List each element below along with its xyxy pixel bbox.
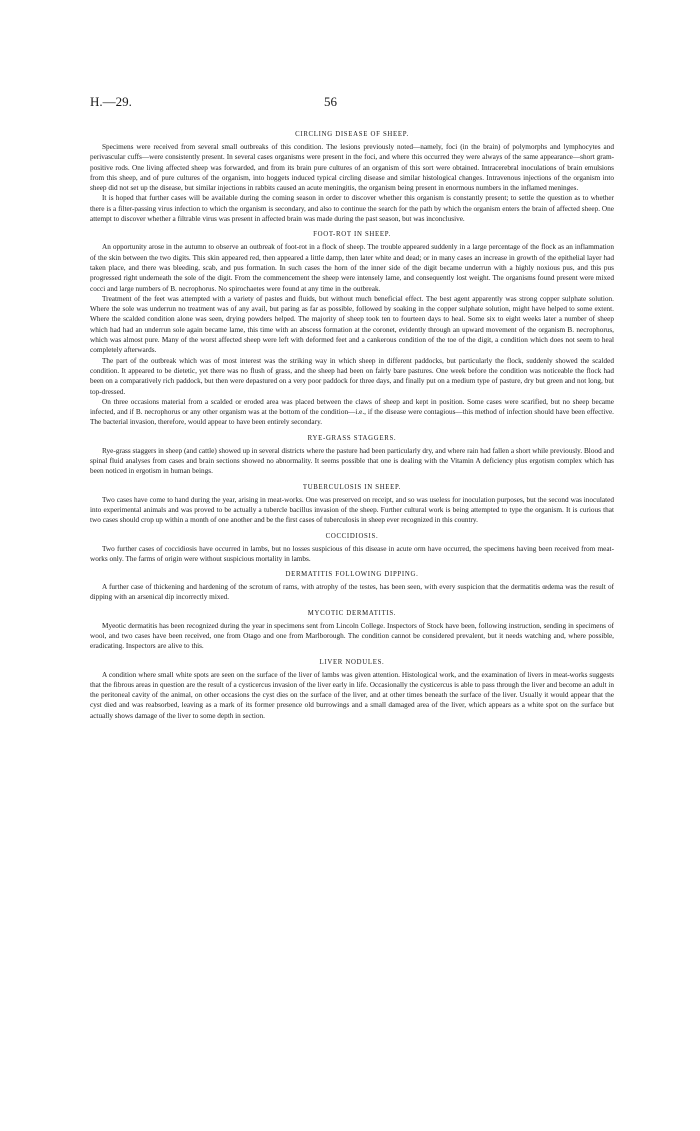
page-number: 56 (324, 94, 337, 109)
paragraph: On three occasions material from a scalded or eroded area was placed between the claws of sheep and kept in position. Some cases were scarified, but no sheep became infected, and if B. necrophorus or any other organism was at the bottom of the condition—i.e., if the disease were contagious—this method of infection should have been effective. The bacterial invasion, therefore, would appear to have been entirely secondary. (90, 397, 614, 427)
section-foot-rot (90, 231, 614, 427)
section-heading: DERMATITIS FOLLOWING DIPPING. (285, 571, 419, 579)
paragraph: Myeotic dermatitis has been recognized during the year in specimens sent from Lincoln College. Inspectors of Stock have been, following instruction, sending in specimens of wool, and two cases have been received, one from Otago and one from Marlborough. The condition cannot be considered prevalent, but it needs watching and, where possible, eradicating. Inspectors are alive to this. (90, 621, 614, 651)
paragraph: Rye-grass staggers in sheep (and cattle) showed up in several districts where the pasture had been particularly dry, and where rain had fallen a short while previously. Blood and spinal fluid analyses from cases and brain sections showed no abnormality. It seems possible that one is dealing with the Vitamin A deficiency plus ergotism complex which has been noticed in ergotism in human beings. (90, 446, 614, 476)
paragraph: Two further cases of coccidiosis have occurred in lambs, but no losses suspicious of this disease in acute orm have occurred, the specimens having been received from meat-works only. The farms of origin were without suspicious mortality in lambs. (90, 544, 614, 563)
section-heading: FOOT-ROT IN SHEEP. (313, 231, 391, 239)
paragraph: The part of the outbreak which was of most interest was the striking way in which sheep in different paddocks, but particularly the flock, suddenly showed the scalded condition. It appeared to be dietetic, yet there was no flush of grass, and the sheep had been on fairly bare pastures. One week before the condition was noticeable the flock had been on a comparatively rich paddock, but then were depastured on a very poor paddock for three days, and finally put on a medium type of pasture, dry but green and not long, but top-dressed. (90, 356, 614, 396)
section-mycotic-dermatitis (90, 610, 614, 652)
paragraph: Two cases have come to hand during the year, arising in meat-works. One was preserved on receipt, and so was useless for inoculation purposes, but the second was inoculated into experimental animals and was proved to be actually a tubercle bacillus invasion of the sheep. Further cultural work is being attempted to type the organism. It is curious that two cases should crop up within a month of one another and be the first cases of tuberculosis in sheep ever recognized in this country. (90, 495, 614, 525)
section-heading: RYE-GRASS STAGGERS. (307, 434, 397, 442)
section-tuberculosis (90, 484, 614, 526)
report-reference: H.—29. (90, 94, 132, 109)
section-heading: CIRCLING DISEASE OF SHEEP. (295, 131, 409, 138)
paragraph: It is hoped that further cases will be available during the coming season in order to discover whether this organism is constantly present; to settle the question as to whether there is a filter-passing virus infection to which the organism is secondary, and also to continue the search for the path by which the organism enters the brain of affected sheep. One attempt to discover whether a filtrable virus was present in affected brain was made during the past season, but was inconclusive. (90, 194, 614, 224)
section-rye-grass-staggers (90, 435, 614, 477)
document-page (90, 94, 614, 721)
section-circling-disease (90, 131, 614, 224)
paragraph: A further case of thickening and hardening of the scrotum of rams, with atrophy of the testes, has been seen, with every suspicion that the dermatitis œdema was the result of dipping with an arsenical dip incorrectly mixed. (90, 583, 614, 602)
paragraph: Treatment of the feet was attempted with a variety of pastes and fluids, but without much beneficial effect. The best agent apparently was strong copper sulphate solution. Where the sole was underrun no treatment was of any avail, but paring as far as possible, followed by soaking in the copper sulphate solution, might have helped to some extent. Where the scalded condition alone was seen, drying powders helped. The majority of sheep took ten to fourteen days to heal. Some six to eight weeks later a number of sheep which had had an underrun sole again became lame, this time with an abscess formation at the coronet, evidently through an upward movement of the organism B. necrophorus, which was almost pure. Many of the worst affected sheep were left with deformed feet and a cankerous condition of the toe of the digit, a condition which does not seem to heal completely afterwards. (90, 294, 614, 355)
paragraph: Specimens were received from several small outbreaks of this condition. The lesions previously noted—namely, foci (in the brain) of polymorphs and lymphocytes and perivascular cuffs—were consistently present. In several cases organisms were present in the foci, and where this occurred they were always of the same appearance—short gram-positive rods. One living affected sheep was forwarded, and from its brain pure cultures of an organism of this sort were obtained. Intracerebral inoculations of brain emulsions from this sheep, and of pure cultures of the organism, into hoggets induced typical circling disease and similar histological changes. Intravenous injections of the organism into sheep did not set up the disease, but similar injections in rabbits caused an acute meningitis, the organism being present in enormous numbers in the inflamed meninges. (90, 143, 614, 193)
paragraph: A condition where small white spots are seen on the surface of the liver of lambs was given attention. Histological work, and the examination of livers in meat-works suggests that the fibrous areas in question are the result of a cysticercus invasion of the liver early in life. Occasionally the cysticercus is able to pass through the liver and become an adult in the peritoneal cavity of the animal, on other occasions the cyst dies on the surface of the liver, and at other times beneath the surface of the liver. Usually it would appear that the cyst died and was reabsorbed, leaving as a mark of its former presence old burrowings and a small damaged area of the liver, which appears as a white spot on the surface but actually shows damage of the liver to some depth in section. (90, 670, 614, 720)
section-heading: TUBERCULOSIS IN SHEEP. (302, 483, 402, 491)
section-liver-nodules (90, 659, 614, 721)
section-heading: MYCOTIC DERMATITIS. (307, 609, 397, 617)
section-heading: COCCIDIOSIS. (325, 532, 379, 540)
section-coccidiosis (90, 533, 614, 565)
section-heading: LIVER NODULES. (319, 658, 385, 666)
paragraph: An opportunity arose in the autumn to observe an outbreak of foot-rot in a flock of sheep. The trouble appeared suddenly in a large percentage of the flock as an inflammation of the skin between the two digits. This skin appeared red, then appeared a little damp, then later white and dead; or in many cases an increase in growth of the epithelial layer had taken place, and there was bleeding, scab, and pus formation. In such cases the horn of the inner side of the digit became underrun with a highly noxious pus, and this pus progressed right underneath the sole of the digit. From the commencement the sheep were intensely lame, and consequently lost weight. The organisms found present were mixed cocci and large numbers of B. necrophorus. No spirochaetes were found at any time in the outbreak. (90, 243, 614, 293)
section-dermatitis-dipping (90, 571, 614, 603)
page-header (90, 94, 614, 118)
